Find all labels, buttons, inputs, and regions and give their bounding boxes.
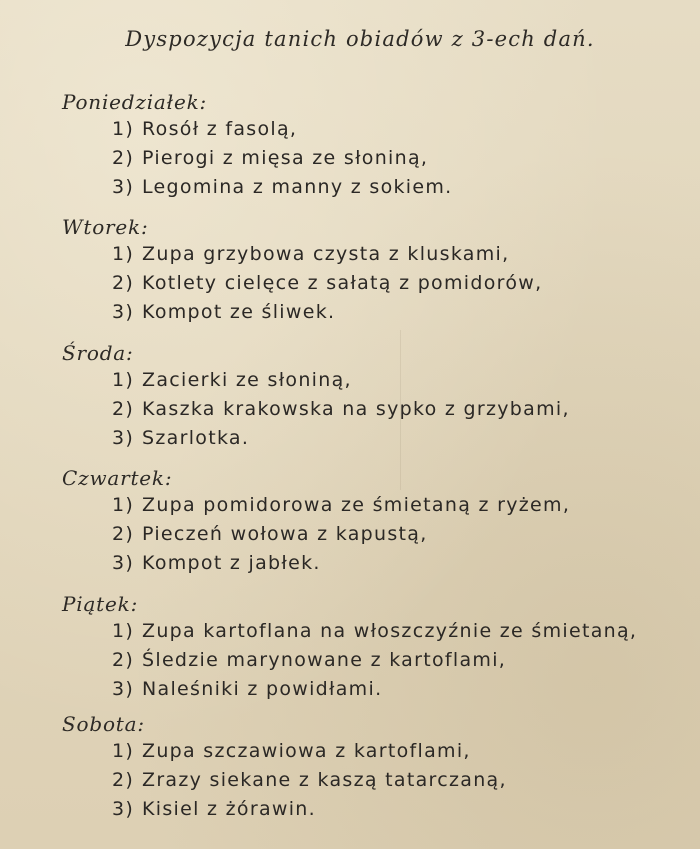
item-text: Pierogi z mięsa ze słoniną,: [142, 147, 429, 169]
menu-item: [112, 176, 453, 198]
item-number: 2): [112, 769, 135, 791]
day-label: Sobota:: [62, 712, 145, 736]
item-number: 3): [112, 678, 135, 700]
day-label: Piątek:: [62, 592, 139, 616]
item-text: Legomina z manny z sokiem.: [142, 176, 453, 198]
page-title: Dyspozycja tanich obiadów z 3-ech dań.: [125, 27, 595, 51]
item-number: 1): [112, 369, 135, 391]
menu-item: [112, 552, 321, 574]
menu-item: [112, 369, 352, 391]
item-number: 1): [112, 243, 135, 265]
menu-item: [112, 398, 570, 420]
item-number: 1): [112, 118, 135, 140]
menu-item: [112, 272, 542, 294]
item-number: 3): [112, 427, 135, 449]
item-number: 2): [112, 523, 135, 545]
item-text: Kisiel z żórawin.: [142, 798, 316, 820]
menu-item: [112, 620, 637, 642]
menu-item: [112, 740, 471, 762]
item-text: Szarlotka.: [142, 427, 250, 449]
item-text: Kotlety cielęce z sałatą z pomidorów,: [142, 272, 543, 294]
day-label: Środa:: [62, 341, 134, 365]
menu-item: [112, 301, 335, 323]
item-text: Rosół z fasolą,: [142, 118, 298, 140]
menu-item: [112, 649, 506, 671]
item-number: 3): [112, 176, 135, 198]
menu-item: [112, 494, 570, 516]
day-label: Wtorek:: [62, 215, 149, 239]
item-text: Kaszka krakowska na sypko z grzybami,: [142, 398, 570, 420]
item-text: Zacierki ze słoniną,: [142, 369, 352, 391]
item-text: Zupa kartoflana na włoszczyźnie ze śmietaną,: [142, 620, 638, 642]
menu-item: [112, 769, 507, 791]
item-number: 2): [112, 272, 135, 294]
item-text: Kompot z jabłek.: [142, 552, 321, 574]
item-text: Zupa pomidorowa ze śmietaną z ryżem,: [142, 494, 571, 516]
menu-item: [112, 147, 428, 169]
item-text: Naleśniki z powidłami.: [142, 678, 383, 700]
item-number: 1): [112, 494, 135, 516]
item-text: Zupa szczawiowa z kartoflami,: [142, 740, 471, 762]
day-label: Poniedziałek:: [62, 90, 208, 114]
item-text: Śledzie marynowane z kartoflami,: [142, 649, 507, 671]
item-number: 3): [112, 301, 135, 323]
menu-item: [112, 678, 382, 700]
menu-item: [112, 427, 249, 449]
menu-item: [112, 243, 509, 265]
item-number: 2): [112, 147, 135, 169]
item-number: 1): [112, 620, 135, 642]
item-number: 2): [112, 649, 135, 671]
item-text: Zrazy siekane z kaszą tatarczaną,: [142, 769, 507, 791]
menu-item: [112, 798, 316, 820]
item-number: 1): [112, 740, 135, 762]
item-text: Kompot ze śliwek.: [142, 301, 336, 323]
item-number: 2): [112, 398, 135, 420]
item-number: 3): [112, 798, 135, 820]
day-label: Czwartek:: [62, 466, 173, 490]
menu-item: [112, 118, 297, 140]
menu-item: [112, 523, 428, 545]
item-text: Pieczeń wołowa z kapustą,: [142, 523, 428, 545]
item-text: Zupa grzybowa czysta z kluskami,: [142, 243, 510, 265]
item-number: 3): [112, 552, 135, 574]
